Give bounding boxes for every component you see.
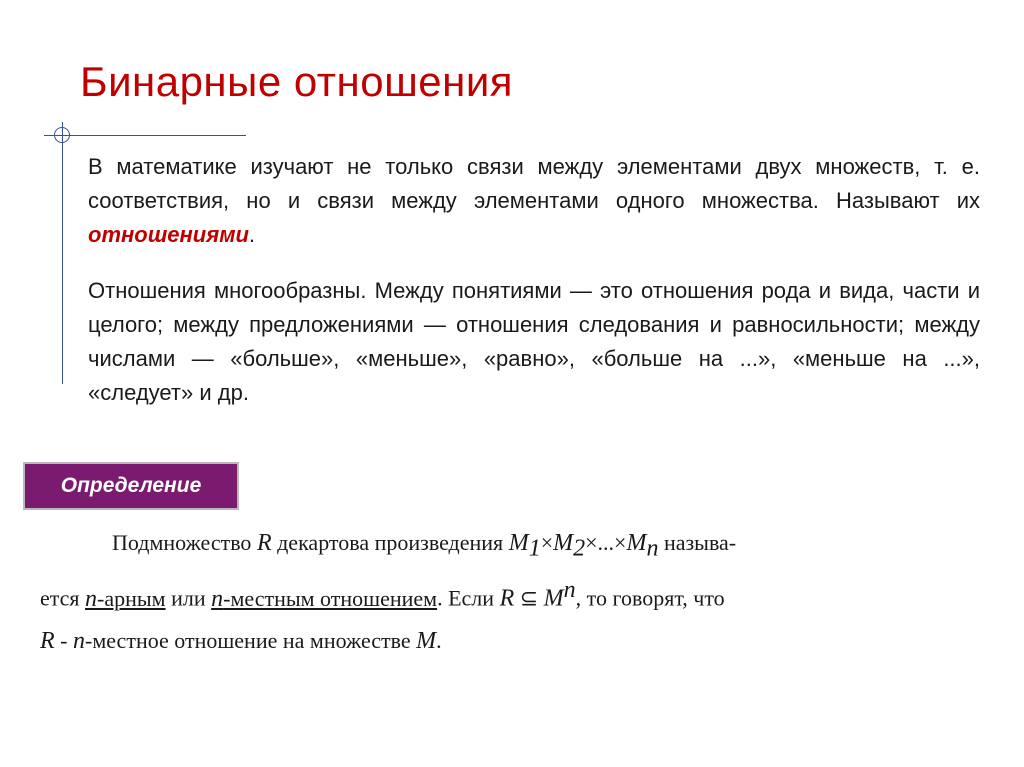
n-place-relation-term: n-местным отношением <box>211 585 438 612</box>
definition-line-3: R - n-местное отношение на множестве M. <box>40 627 442 654</box>
n-ary-term: n-арным <box>85 585 166 612</box>
decor-vertical-line <box>62 122 63 384</box>
highlighted-term: отношениями <box>88 222 249 247</box>
examples-paragraph: Отношения многообразны. Между понятиями — это отношения рода и вида, части и целого; между предложениями — отношения следования и равносильности; между числами — «больше», «меньше», «равно», «больше на ...», «меньше на ...», «следует» и др. <box>88 278 980 405</box>
intro-text: В математике изучают не только связи между элементами двух множеств, т. е. соответствия, но и связи между элементами одного множества. Называют их <box>88 154 980 213</box>
definition-line-2: ется n-арным или n-местным отношением. Если R ⊆ $M^n$, то говорят, что <box>40 577 725 612</box>
slide-title: Бинарные отношения <box>80 58 514 105</box>
intro-period: . <box>248 222 256 247</box>
definition-badge: Определение <box>23 462 239 510</box>
intro-paragraph <box>88 150 980 252</box>
definition-text <box>40 522 970 662</box>
decor-crosshair-circle <box>54 127 70 143</box>
definition-line-1: Подмножество R декартова произведения $M_1\times M_2\times...\times M_n$ называ- <box>112 530 737 562</box>
decor-horizontal-line <box>44 135 246 136</box>
